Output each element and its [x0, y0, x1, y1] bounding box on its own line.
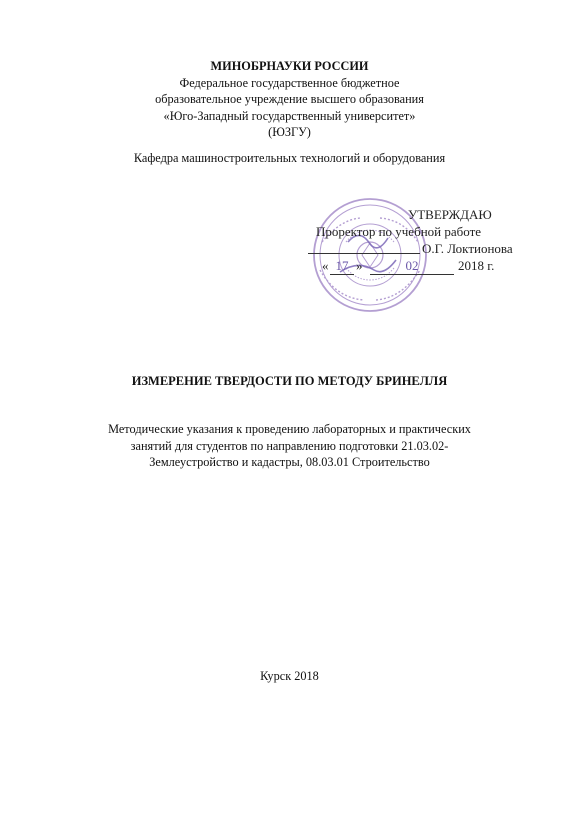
department-name: Кафедра машиностроительных технологий и оборудования	[133, 151, 446, 165]
description-line-3: Землеустройство и кадастры, 08.03.01 Строительство	[149, 455, 430, 469]
city-year: Курск 2018	[260, 669, 319, 683]
description-line-1: Методические указания к проведению лабораторных и практических	[108, 422, 471, 436]
date-open-quote: «	[322, 258, 329, 273]
org-line-2: образовательное учреждение высшего образования	[155, 92, 424, 106]
ministry-name: МИНОБРНАУКИ РОССИИ	[210, 59, 369, 73]
approval-position: Проректор по учебной работе	[316, 224, 482, 239]
approval-day: 17	[330, 258, 354, 275]
approval-year: 2018 г.	[458, 258, 495, 273]
university-name: «Юго-Западный государственный университет»	[163, 108, 416, 123]
signature-line	[308, 241, 420, 254]
university-abbrev: (ЮЗГУ)	[268, 125, 311, 139]
approval-block	[300, 190, 540, 320]
document-description	[0, 421, 579, 471]
org-line-1: Федеральное государственное бюджетное	[179, 75, 400, 90]
document-title: ИЗМЕРЕНИЕ ТВЕРДОСТИ ПО МЕТОДУ БРИНЕЛЛЯ	[131, 374, 448, 388]
date-close-quote: »	[356, 258, 363, 273]
approval-month: 02	[370, 258, 454, 275]
approval-signer: О.Г. Локтионова	[422, 241, 513, 256]
description-line-2: занятий для студентов по направлению подготовки 21.03.02-	[130, 438, 449, 453]
organization-header	[0, 58, 579, 141]
approval-title: УТВЕРЖДАЮ	[408, 207, 492, 222]
